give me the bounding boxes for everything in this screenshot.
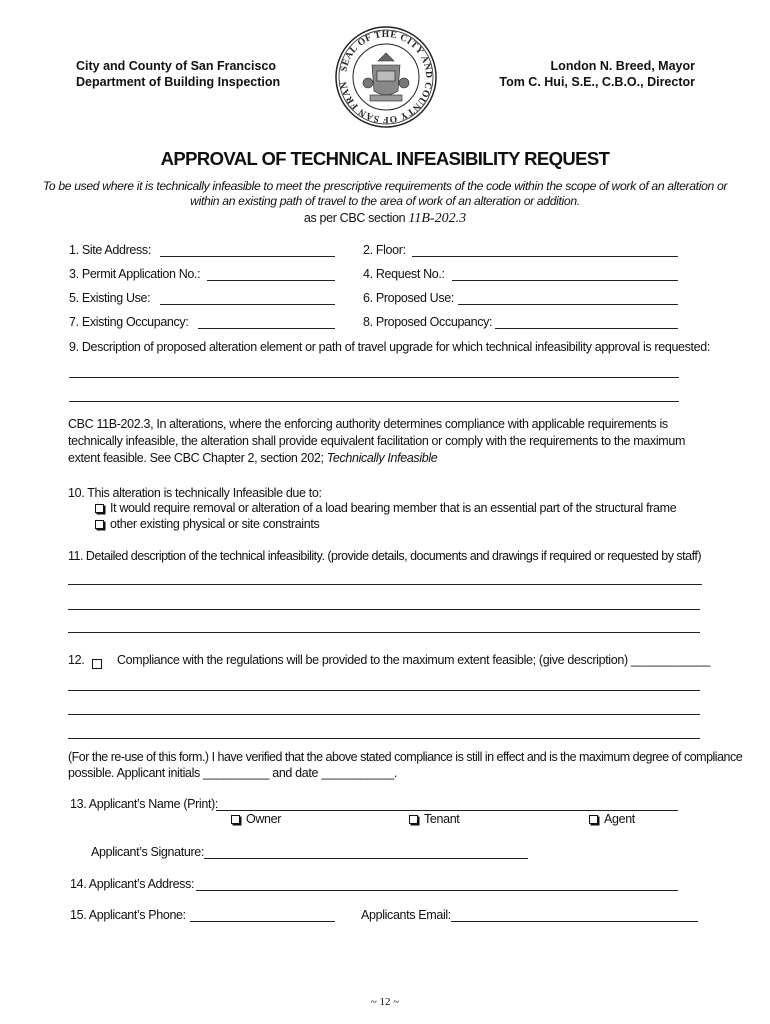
floor-field[interactable] bbox=[412, 256, 678, 257]
role-owner-label: Owner bbox=[246, 812, 282, 826]
permit-application-field[interactable] bbox=[207, 280, 335, 281]
compliance-label: Compliance with the regulations will be provided to the maximum extent feasible; (give description) ____________ bbox=[117, 653, 711, 667]
detailed-description-line-1[interactable] bbox=[68, 584, 702, 585]
site-address-field[interactable] bbox=[160, 256, 335, 257]
compliance-checkbox[interactable] bbox=[92, 655, 108, 673]
page-number: ~ 12 ~ bbox=[370, 996, 400, 1008]
signature-label: Applicant’s Signature: bbox=[91, 845, 204, 859]
cbc-paragraph bbox=[68, 416, 708, 467]
description-label: 9. Description of proposed alteration element or path of travel upgrade for which technical infeasibility approval is requested: bbox=[69, 340, 711, 354]
header-mayor: London N. Breed, Mayor bbox=[550, 59, 695, 73]
form-subtitle-line1: To be used where it is technically infeasible to meet the prescriptive requirements of the code within the scope of work of an alteration or bbox=[42, 179, 728, 193]
detailed-description-line-2[interactable] bbox=[68, 609, 700, 610]
reuse-line-2: possible. Applicant initials __________ and date ___________. bbox=[68, 766, 397, 780]
infeasible-option-constraints-label: other existing physical or site constraints bbox=[110, 517, 320, 531]
infeasible-option-structural[interactable] bbox=[95, 501, 676, 515]
compliance-number: 12. bbox=[68, 653, 85, 667]
compliance-line-3[interactable] bbox=[68, 738, 700, 739]
svg-text:SEAL OF THE CITY AND COUNTY OF: SEAL OF THE CITY AND COUNTY OF SAN FRAN bbox=[339, 29, 434, 125]
checkbox-icon[interactable] bbox=[409, 815, 418, 824]
existing-occupancy-field[interactable] bbox=[198, 328, 335, 329]
request-no-field[interactable] bbox=[452, 280, 678, 281]
checkbox-icon[interactable] bbox=[92, 659, 102, 669]
applicant-email-field[interactable] bbox=[451, 921, 698, 922]
applicant-email-label: Applicants Email: bbox=[361, 908, 451, 922]
role-agent[interactable] bbox=[589, 812, 635, 826]
checkbox-icon[interactable] bbox=[95, 504, 104, 513]
description-line-2[interactable] bbox=[69, 401, 679, 402]
floor-label: 2. Floor: bbox=[363, 243, 406, 257]
role-tenant[interactable] bbox=[409, 812, 459, 826]
compliance-line-2[interactable] bbox=[68, 714, 700, 715]
proposed-use-field[interactable] bbox=[458, 304, 678, 305]
proposed-occupancy-label: 8. Proposed Occupancy: bbox=[363, 315, 493, 329]
form-subtitle-line2: within an existing path of travel to the area of work of an alteration or addition. bbox=[190, 194, 580, 208]
detailed-description-line-3[interactable] bbox=[68, 632, 700, 633]
header-department: Department of Building Inspection bbox=[76, 75, 281, 89]
role-tenant-label: Tenant bbox=[424, 812, 460, 826]
applicant-name-label: 13. Applicant’s Name (Print): bbox=[70, 797, 219, 811]
checkbox-icon[interactable] bbox=[95, 520, 104, 529]
infeasible-reason-label: 10. This alteration is technically Infeasible due to: bbox=[68, 486, 322, 500]
compliance-line-1[interactable] bbox=[68, 690, 700, 691]
proposed-use-label: 6. Proposed Use: bbox=[363, 291, 454, 305]
header-city: City and County of San Francisco bbox=[76, 59, 277, 73]
section-reference bbox=[0, 209, 770, 227]
checkbox-icon[interactable] bbox=[589, 815, 598, 824]
cbc-paragraph-italic: Technically Infeasible bbox=[326, 451, 438, 465]
existing-occupancy-label: 7. Existing Occupancy: bbox=[69, 315, 189, 329]
form-title: APPROVAL OF TECHNICAL INFEASIBILITY REQUEST bbox=[160, 148, 610, 169]
description-line-1[interactable] bbox=[69, 377, 679, 378]
applicant-phone-field[interactable] bbox=[190, 921, 335, 922]
applicant-name-field[interactable] bbox=[216, 810, 678, 811]
role-agent-label: Agent bbox=[604, 812, 635, 826]
site-address-label: 1. Site Address: bbox=[69, 243, 151, 257]
cbc-paragraph-text: CBC 11B-202.3, In alterations, where the enforcing authority determines compliance with applicable requirements is technically infeasible, the alteration shall provide equivalent facilitation or comply with the requirements to the maximum extent feasible. See CBC Chapter 2, section 202; bbox=[68, 417, 686, 465]
permit-application-label: 3. Permit Application No.: bbox=[69, 267, 201, 281]
infeasible-option-constraints[interactable] bbox=[95, 517, 319, 531]
header-director: Tom C. Hui, S.E., C.B.O., Director bbox=[499, 75, 695, 89]
checkbox-icon[interactable] bbox=[231, 815, 240, 824]
applicant-phone-label: 15. Applicant’s Phone: bbox=[70, 908, 186, 922]
applicant-address-field[interactable] bbox=[196, 890, 678, 891]
reuse-line-1: (For the re-use of this form.) I have verified that the above stated compliance is still in effect and is the maximum degree of compliance bbox=[68, 750, 743, 764]
detailed-description-label: 11. Detailed description of the technical infeasibility. (provide details, documents and drawings if required or requested by staff) bbox=[68, 549, 701, 563]
role-owner[interactable] bbox=[231, 812, 281, 826]
applicant-address-label: 14. Applicant’s Address: bbox=[70, 877, 195, 891]
city-seal bbox=[334, 25, 438, 129]
existing-use-label: 5. Existing Use: bbox=[69, 291, 151, 305]
section-ref-code: 11B-202.3 bbox=[408, 211, 467, 226]
proposed-occupancy-field[interactable] bbox=[495, 328, 678, 329]
section-ref-prefix: as per CBC section bbox=[303, 211, 409, 225]
infeasible-option-structural-label: It would require removal or alteration of a load bearing member that is an essential part of the structural frame bbox=[110, 501, 677, 515]
request-no-label: 4. Request No.: bbox=[363, 267, 445, 281]
signature-field[interactable] bbox=[204, 858, 528, 859]
existing-use-field[interactable] bbox=[160, 304, 335, 305]
